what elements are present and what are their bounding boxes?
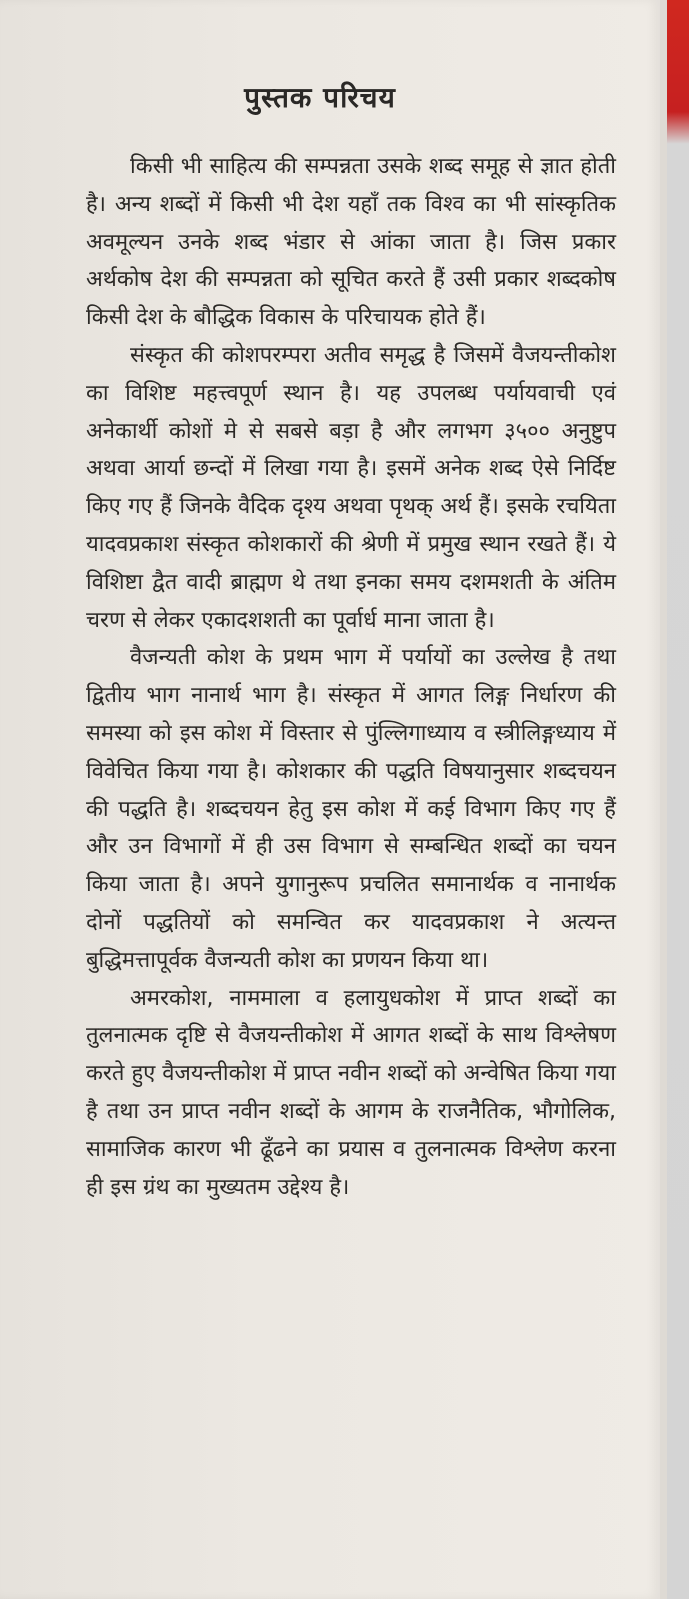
body-text (86, 148, 616, 1206)
book-cover-edge (667, 0, 689, 1599)
paragraph-3: वैजन्यती कोश के प्रथम भाग में पर्यायों का उल्लेख है तथा द्वितीय भाग नानार्थ भाग है। संस्कृत में आगत लिङ्ग निर्धारण की समस्या को इस कोश में विस्तार से पुंल्लिगाध्याय व स्त्रीलिङ्गध्याय में विवेचित किया गया है। कोशकार की पद्धति विषयानुसार शब्दचयन की पद्धति है। शब्दचयन हेतु इस कोश में कई विभाग किए गए हैं और उन विभागों में ही उस विभाग से सम्बन्धित शब्दों का चयन किया जाता है। अपने युगानुरूप प्रचलित समानार्थक व नानार्थक दोनों पद्धतियों को समन्वित कर यादवप्रकाश ने अत्यन्त बुद्धिमत्तापूर्वक वैजन्यती कोश का प्रणयन किया था। (86, 645, 616, 973)
paragraph-2: संस्कृत की कोशपरम्परा अतीव समृद्ध है जिसमें वैजयन्तीकोश का विशिष्ट महत्त्वपूर्ण स्थान है। यह उपलब्ध पर्यायवाची एवं अनेकार्थी कोशों मे से सबसे बड़ा है और लगभग ३५०० अनुष्टुप अथवा आर्या छन्दों में लिखा गया है। इसमें अनेक शब्द ऐसे निर्दिष्ट किए गए हैं जिनके वैदिक दृश्य अथवा पृथक् अर्थ हैं। इसके रचयिता यादवप्रकाश संस्कृत कोशकारों की श्रेणी में प्रमुख स्थान रखते हैं। ये विशिष्टा द्वैत वादी ब्राह्मण थे तथा इनका समय दशमशती के अंतिम चरण से लेकर एकादशशती का पूर्वार्ध माना जाता है। (86, 342, 616, 633)
paragraph-4: अमरकोश, नाममाला व हलायुधकोश में प्राप्त शब्दों का तुलनात्मक दृष्टि से वैजयन्तीकोश में आगत शब्दों के साथ विश्लेषण करते हुए वैजयन्तीकोश में प्राप्त नवीन शब्दों को अन्वेषित किया गया है तथा उन प्राप्त नवीन शब्दों के आगम के राजनैतिक, भौगोलिक, सामाजिक कारण भी ढूँढने का प्रयास व तुलनात्मक विश्लेण करना ही इस ग्रंथ का मुख्यतम उद्देश्य है। (86, 985, 616, 1200)
page-title: पुस्तक परिचय (244, 81, 396, 114)
paragraph-1: किसी भी साहित्य की सम्पन्नता उसके शब्द समूह से ज्ञात होती है। अन्य शब्दों में किसी भी देश यहाँ तक विश्व का भी सांस्कृतिक अवमूल्यन उनके शब्द भंडार से आंका जाता है। जिस प्रकार अर्थकोष देश की सम्पन्नता को सूचित करते हैं उसी प्रकार शब्दकोष किसी देश के बौद्धिक विकास के परिचायक होते हैं। (86, 154, 616, 331)
